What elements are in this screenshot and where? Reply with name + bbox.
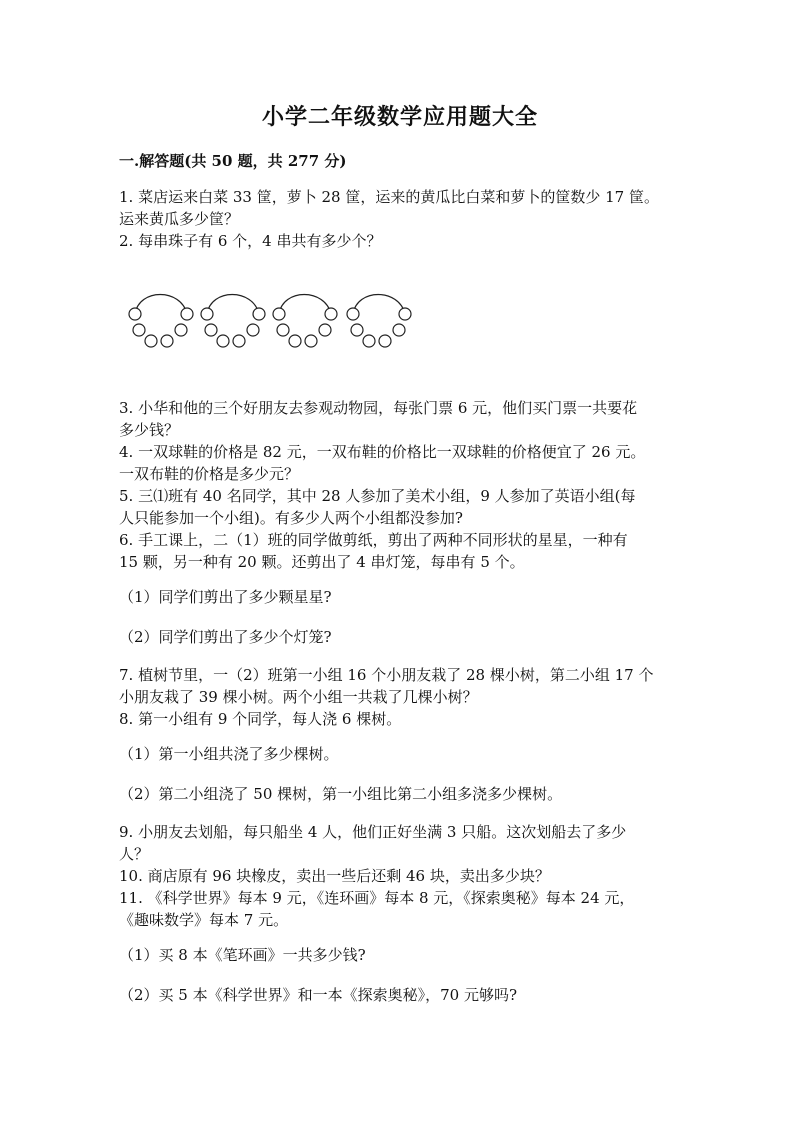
bead-string-2 bbox=[201, 295, 265, 348]
question-6-line-2: 15 颗，另一种有 20 颗。还剪出了 4 串灯笼，每串有 5 个。 bbox=[119, 553, 525, 571]
question-1-line-2: 运来黄瓜多少筐？ bbox=[119, 210, 240, 228]
page-title: 小学二年级数学应用题大全 bbox=[261, 104, 538, 130]
section-heading: 一.解答题(共 50 题，共 277 分) bbox=[119, 152, 347, 170]
question-8-part-2: （2）第二小组浇了 50 棵树，第一小组比第二小组多浇多少棵树。 bbox=[119, 785, 563, 803]
question-5-line-2: 人只能参加一个小组)。有多少人两个小组都没参加? bbox=[119, 509, 463, 527]
question-11-part-1: （1）买 8 本《笔环画》一共多少钱? bbox=[119, 946, 366, 964]
question-1-line-1: 1. 菜店运来白菜 33 筐，萝卜 28 筐，运来的黄瓜比白菜和萝卜的筐数少 17 筐。 bbox=[119, 188, 659, 206]
question-9-line-1: 9. 小朋友去划船，每只船坐 4 人，他们正好坐满 3 只船。这次划船去了多少 bbox=[119, 823, 627, 841]
bead-string-4 bbox=[347, 295, 411, 348]
question-11-line-1: 11. 《科学世界》每本 9 元，《连环画》每本 8 元，《探索奥秘》每本 24 元， bbox=[119, 889, 635, 907]
question-5-line-1: 5. 三⑴班有 40 名同学，其中 28 人参加了美术小组，9 人参加了英语小组(每 bbox=[119, 487, 636, 505]
question-6-part-1: （1）同学们剪出了多少颗星星? bbox=[119, 588, 332, 606]
question-6-line-1: 6. 手工课上，二（1）班的同学做剪纸，剪出了两种不同形状的星星，一种有 bbox=[119, 531, 628, 549]
question-3-line-2: 多少钱？ bbox=[119, 421, 180, 439]
question-2-line-1: 2. 每串珠子有 6 个，4 串共有多少个？ bbox=[119, 232, 382, 250]
question-8-line-1: 8. 第一小组有 9 个同学，每人浇 6 棵树。 bbox=[119, 710, 402, 728]
question-4-line-2: 一双布鞋的价格是多少元？ bbox=[119, 465, 300, 483]
question-6-part-2: （2）同学们剪出了多少个灯笼? bbox=[119, 628, 332, 646]
question-7-line-2: 小朋友栽了 39 棵小树。两个小组一共栽了几棵小树？ bbox=[119, 688, 478, 706]
question-7-line-1: 7. 植树节里，一（2）班第一小组 16 个小朋友栽了 28 棵小树，第二小组 17 个 bbox=[119, 666, 654, 684]
bead-strings-figure bbox=[125, 286, 425, 356]
question-10-line-1: 10. 商店原有 96 块橡皮，卖出一些后还剩 46 块，卖出多少块？ bbox=[119, 867, 550, 885]
question-11-line-2: 《趣味数学》每本 7 元。 bbox=[119, 911, 289, 929]
question-3-line-1: 3. 小华和他的三个好朋友去参观动物园，每张门票 6 元，他们买门票一共要花 bbox=[119, 399, 638, 417]
bead-string-3 bbox=[273, 295, 337, 348]
question-4-line-1: 4. 一双球鞋的价格是 82 元，一双布鞋的价格比一双球鞋的价格便宜了 26 元。 bbox=[119, 443, 646, 461]
question-8-part-1: （1）第一小组共浇了多少棵树。 bbox=[119, 745, 339, 763]
bead-string-1 bbox=[129, 295, 193, 348]
question-9-line-2: 人？ bbox=[119, 845, 150, 863]
question-11-part-2: （2）买 5 本《科学世界》和一本《探索奥秘》，70 元够吗? bbox=[119, 986, 518, 1004]
